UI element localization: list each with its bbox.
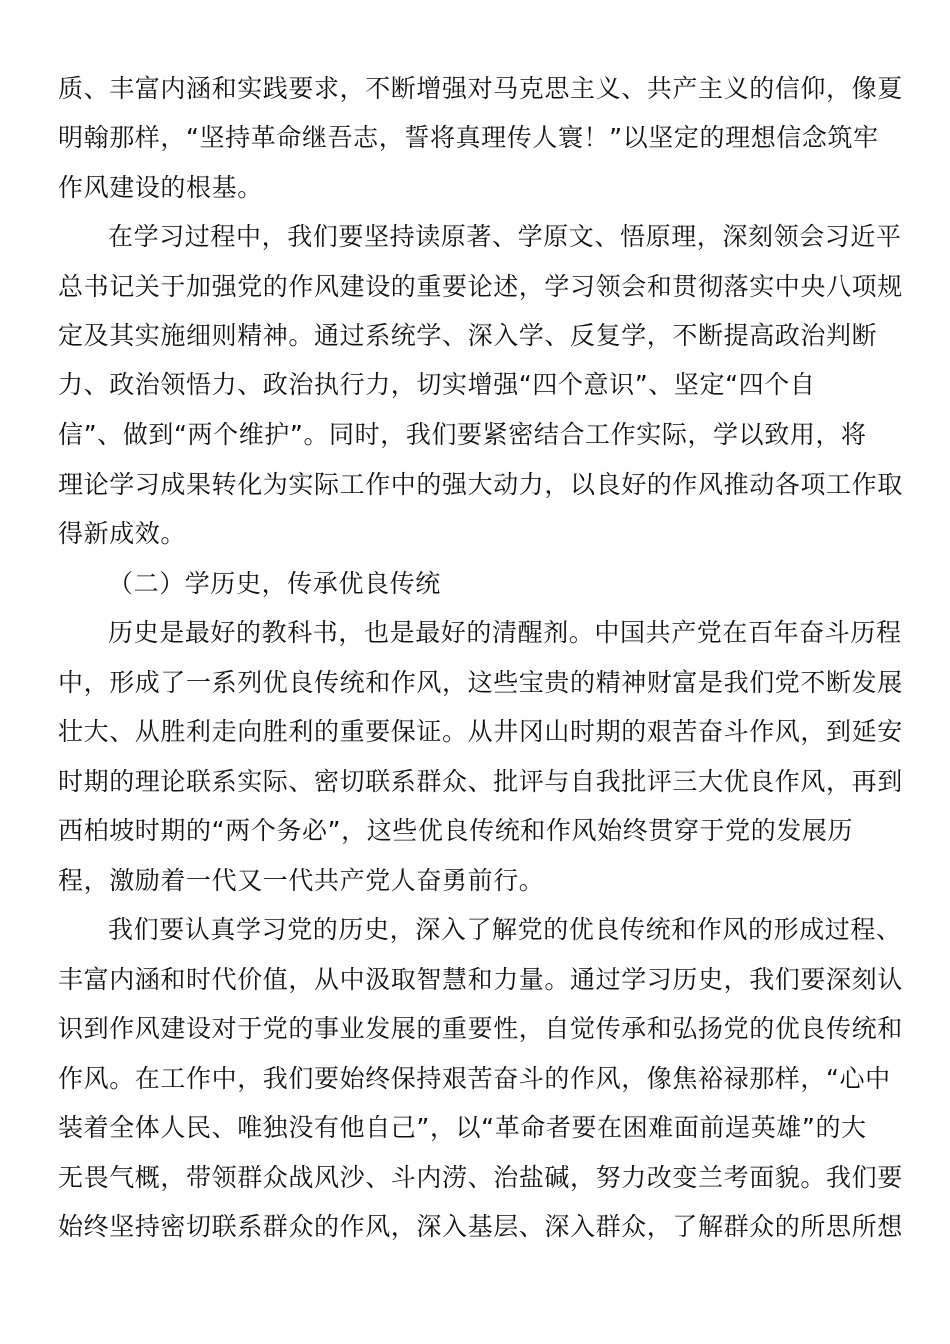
paragraph-start-line: 历史是最好的教科书，也是最好的清醒剂。中国共产党在百年奋斗历程 [108,618,902,647]
section-heading: （二）学历史，传承优良传统 [108,569,441,598]
text-line: 质、丰富内涵和实践要求，不断增强对马克思主义、共产主义的信仰，像夏 [58,74,903,103]
text-line: 壮大、从胜利走向胜利的重要保证。从井冈山时期的艰苦奋斗作风，到延安 [58,717,903,746]
text-line: 作风。在工作中，我们要始终保持艰苦奋斗的作风，像焦裕禄那样，“心中 [58,1064,891,1093]
text-line: 丰富内涵和时代价值，从中汲取智慧和力量。通过学习历史，我们要深刻认 [58,965,903,994]
text-line: 力、政治领悟力、政治执行力，切实增强“四个意识”、坚定“四个自 [58,370,816,399]
text-line: 信”、做到“两个维护”。同时，我们要紧密结合工作实际，学以致用，将 [58,420,867,449]
text-line: 总书记关于加强党的作风建设的重要论述，学习领会和贯彻落实中央八项规 [58,272,903,301]
text-line: 无畏气概，带领群众战风沙、斗内涝、治盐碱，努力改变兰考面貌。我们要 [58,1163,903,1192]
paragraph-start-line: 在学习过程中，我们要坚持读原著、学原文、悟原理，深刻领会习近平 [108,222,902,251]
text-line: 得新成效。 [58,519,187,548]
paragraph-start-line: 我们要认真学习党的历史，深入了解党的优良传统和作风的形成过程、 [108,915,902,944]
text-line: 装着全体人民、唯独没有他自己”，以“革命者要在困难面前逞英雄”的大 [58,1113,867,1142]
text-line: 识到作风建设对于党的事业发展的重要性，自觉传承和弘扬党的优良传统和 [58,1014,903,1043]
text-line: 程，激励着一代又一代共产党人奋勇前行。 [58,866,545,895]
text-line: 作风建设的根基。 [58,173,263,202]
text-line: 中，形成了一系列优良传统和作风，这些宝贵的精神财富是我们党不断发展 [58,668,903,697]
text-line: 明翰那样，“坚持革命继吾志，誓将真理传人寰！”以坚定的理想信念筑牢 [58,123,879,152]
text-line: 定及其实施细则精神。通过系统学、深入学、反复学，不断提高政治判断 [58,321,878,350]
text-line: 时期的理论联系实际、密切联系群众、批评与自我批评三大优良作风，再到 [58,767,903,796]
text-line: 理论学习成果转化为实际工作中的强大动力，以良好的作风推动各项工作取 [58,470,903,499]
text-line: 始终坚持密切联系群众的作风，深入基层、深入群众，了解群众的所思所想 [58,1212,903,1241]
text-line: 西柏坡时期的“两个务必”，这些优良传统和作风始终贯穿于党的发展历 [58,816,854,845]
